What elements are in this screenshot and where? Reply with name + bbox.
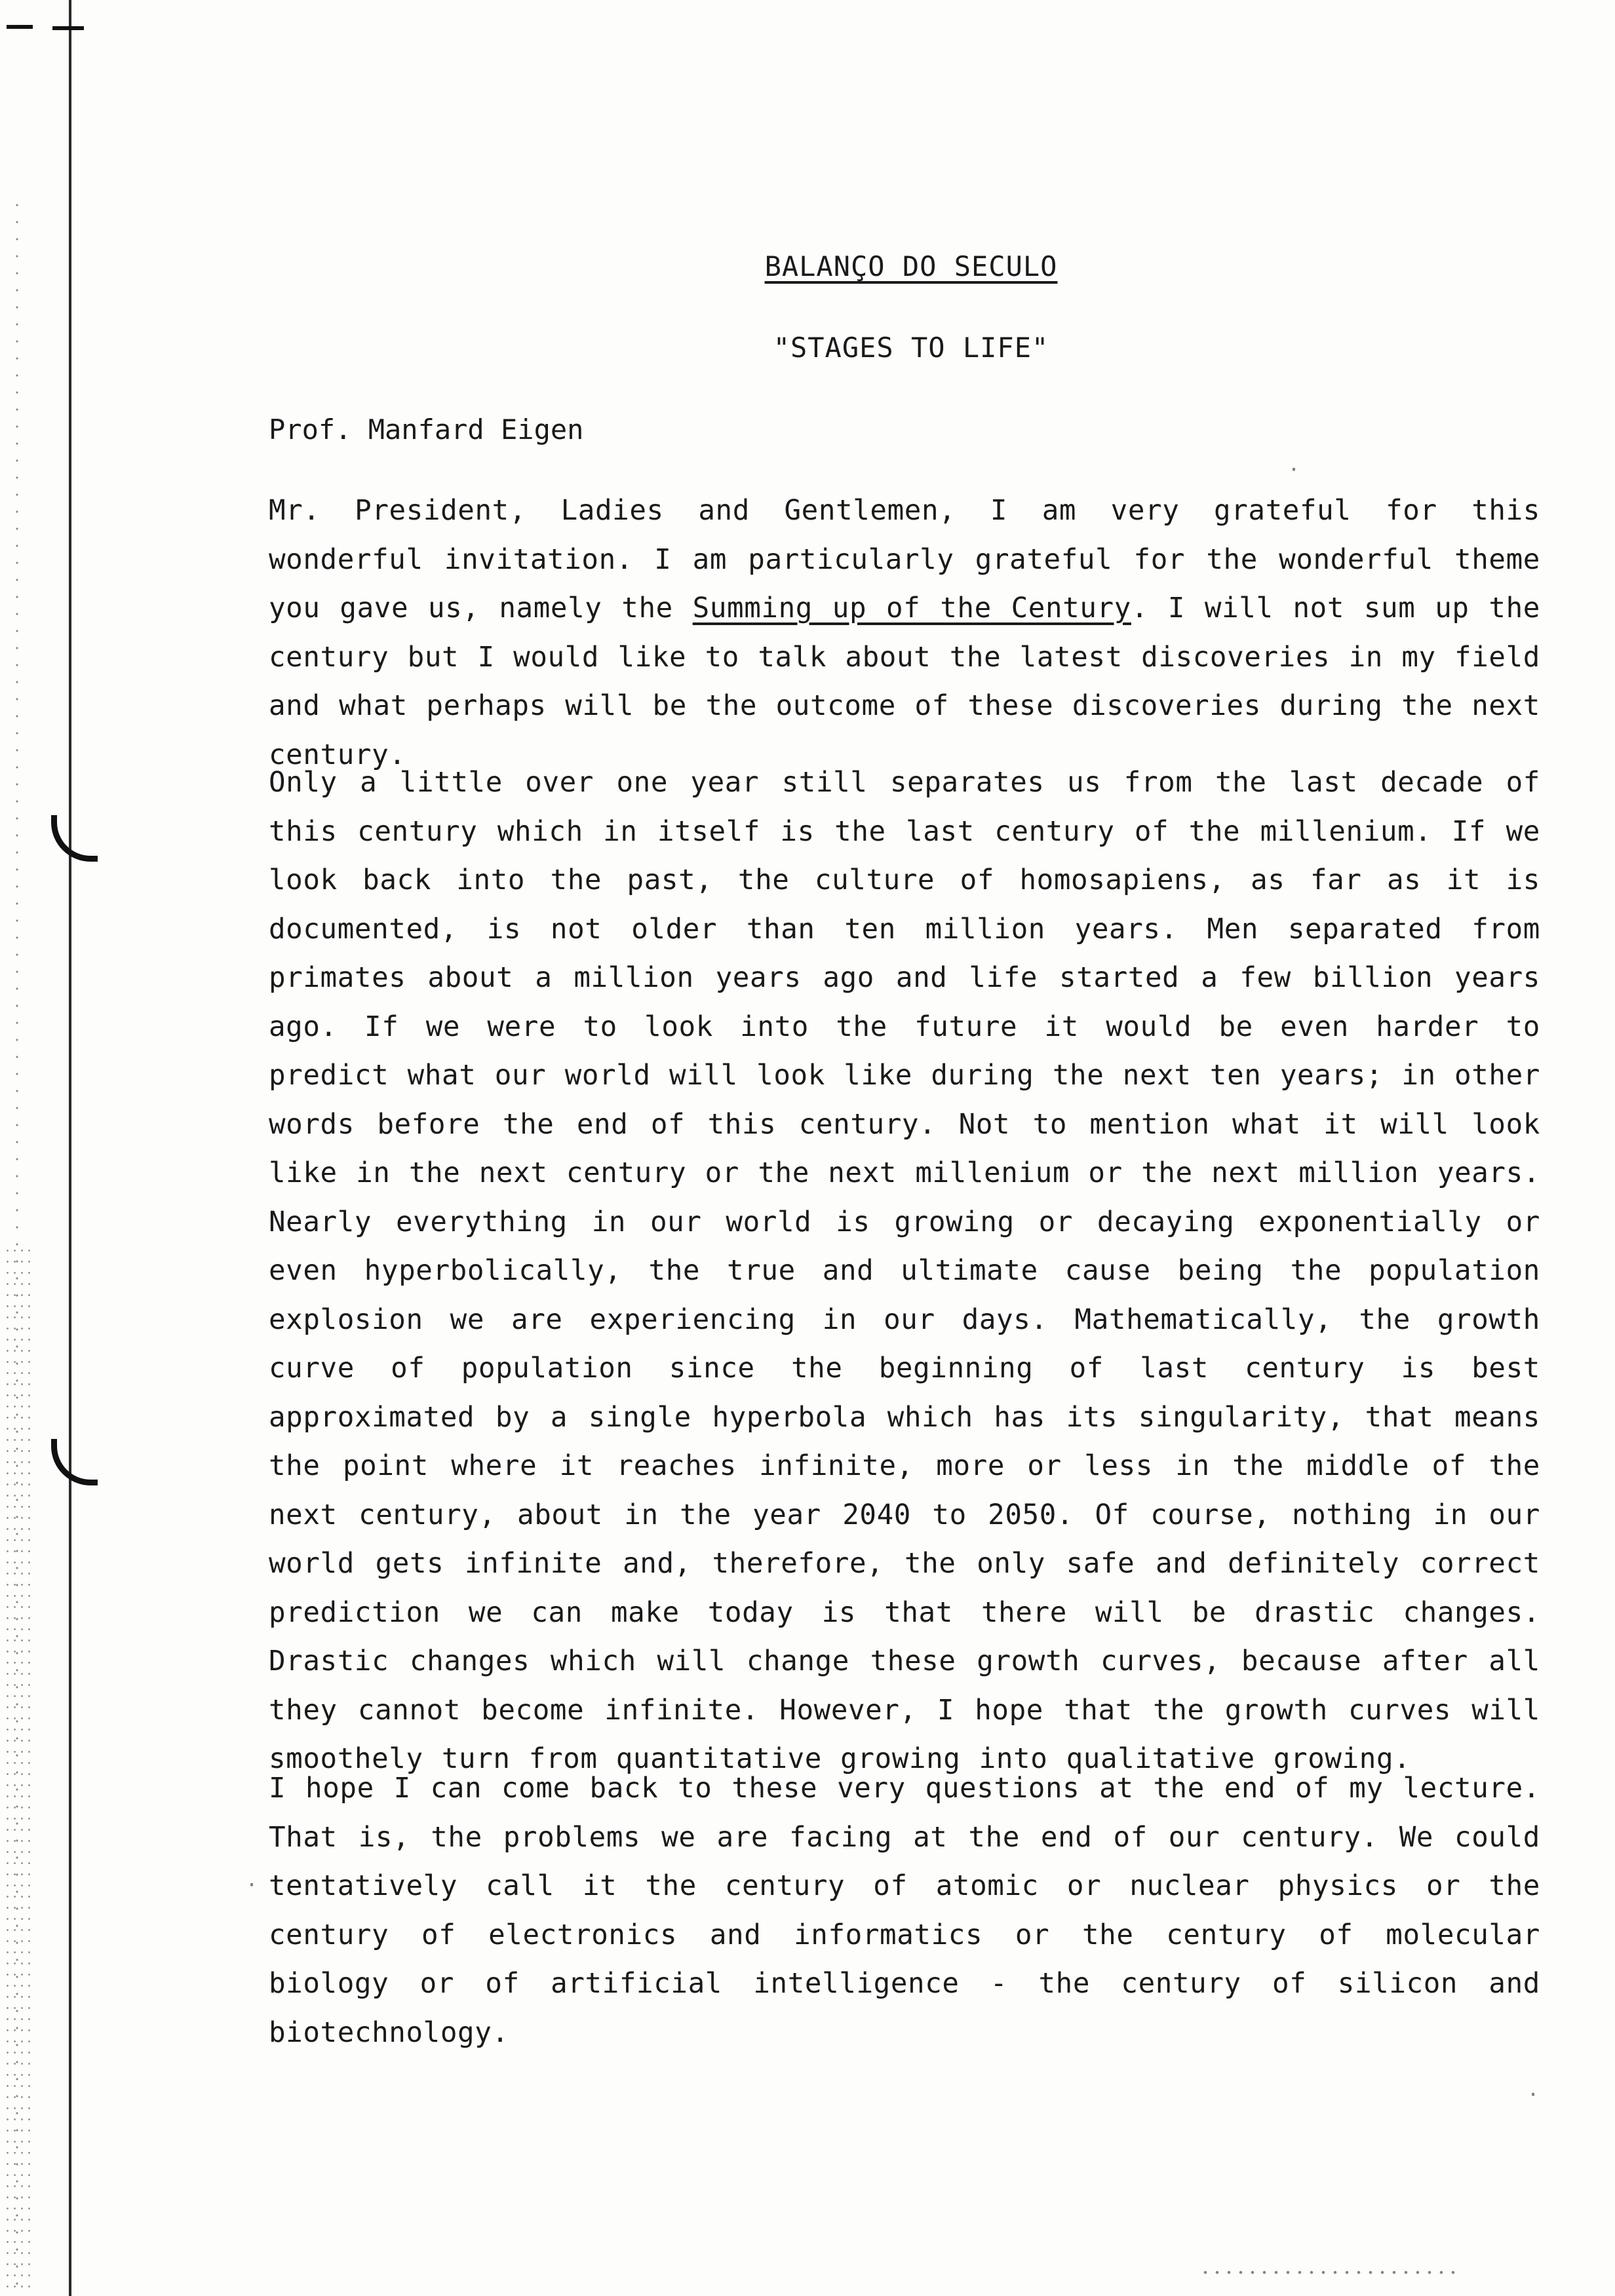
stray-mark: · (246, 1874, 258, 1897)
paragraph: I hope I can come back to these very questions at the end of my lecture. That is, the problems we are facing at the end of our century. We could tentatively call it the century of atomic or nuclear physics or the century of electronics and informatics or the century of molecular biology or of artificial intelligence - the century of silicon and biotechnology. (269, 1772, 1540, 2049)
stray-mark: · (1527, 2084, 1540, 2107)
binder-hole-mark (51, 815, 98, 862)
stray-mark: · (1288, 459, 1300, 482)
paragraph: Only a little over one year still separates us from the last decade of this century which in itself is the last century of the millenium. If we look back into the past, the culture of homosapiens, as far as it is documented, is not older than ten million years. Men separated from primates about a million years ago and life started a few billion years ago. If we were to look into the future it would be even harder to predict what our world will look like during the next ten years; in other words before the end of this century. Not to mention what it will look like in the next century or the next millenium or the next million years. Nearly everything in our world is growing or decaying exponentially or even hyperbolically, the true and ultimate cause being the population explosion we are experiencing in our days. Mathematically, the growth curve of population since the beginning of last century is best approximated by a single hyperbola which has its singularity, that means the point where it reaches infinite, more or less in the middle of the next century, about in the year 2040 to 2050. Of course, nothing in our world gets infinite and, therefore, the only safe and definitely correct prediction we can make today is that there will be drastic changes. Drastic changes which will change these growth curves, because after all they cannot become infinite. However, I hope that the growth curves will smoothely turn from quantitative growing into qualitative growing. (269, 767, 1540, 1775)
corner-mark (7, 25, 33, 29)
scan-noise-dots (4, 1245, 30, 2293)
document-subtitle: "STAGES TO LIFE" (773, 332, 1049, 364)
paragraph-text: . I will not sum up the century but I would like to talk about the latest discoveries in my field and what perhaps will be the outcome of these discoveries during the next century. (269, 592, 1540, 771)
bottom-scribble (1199, 2268, 1462, 2276)
binder-hole-mark (51, 1439, 98, 1485)
paragraph (269, 487, 1540, 780)
document-title: BALANÇO DO SECULO (764, 250, 1058, 282)
corner-mark (52, 26, 84, 30)
underlined-phrase: Summing up of the Century (692, 592, 1131, 624)
paragraph-text: Mr. President, Ladies and Gentlemen, I am very grateful for this wonderful invitation. I am particularly grateful for the wonderful theme you gave us, namely the (269, 495, 1540, 624)
binding-margin-line (69, 0, 71, 2296)
author-line: Prof. Manfard Eigen (269, 413, 584, 446)
